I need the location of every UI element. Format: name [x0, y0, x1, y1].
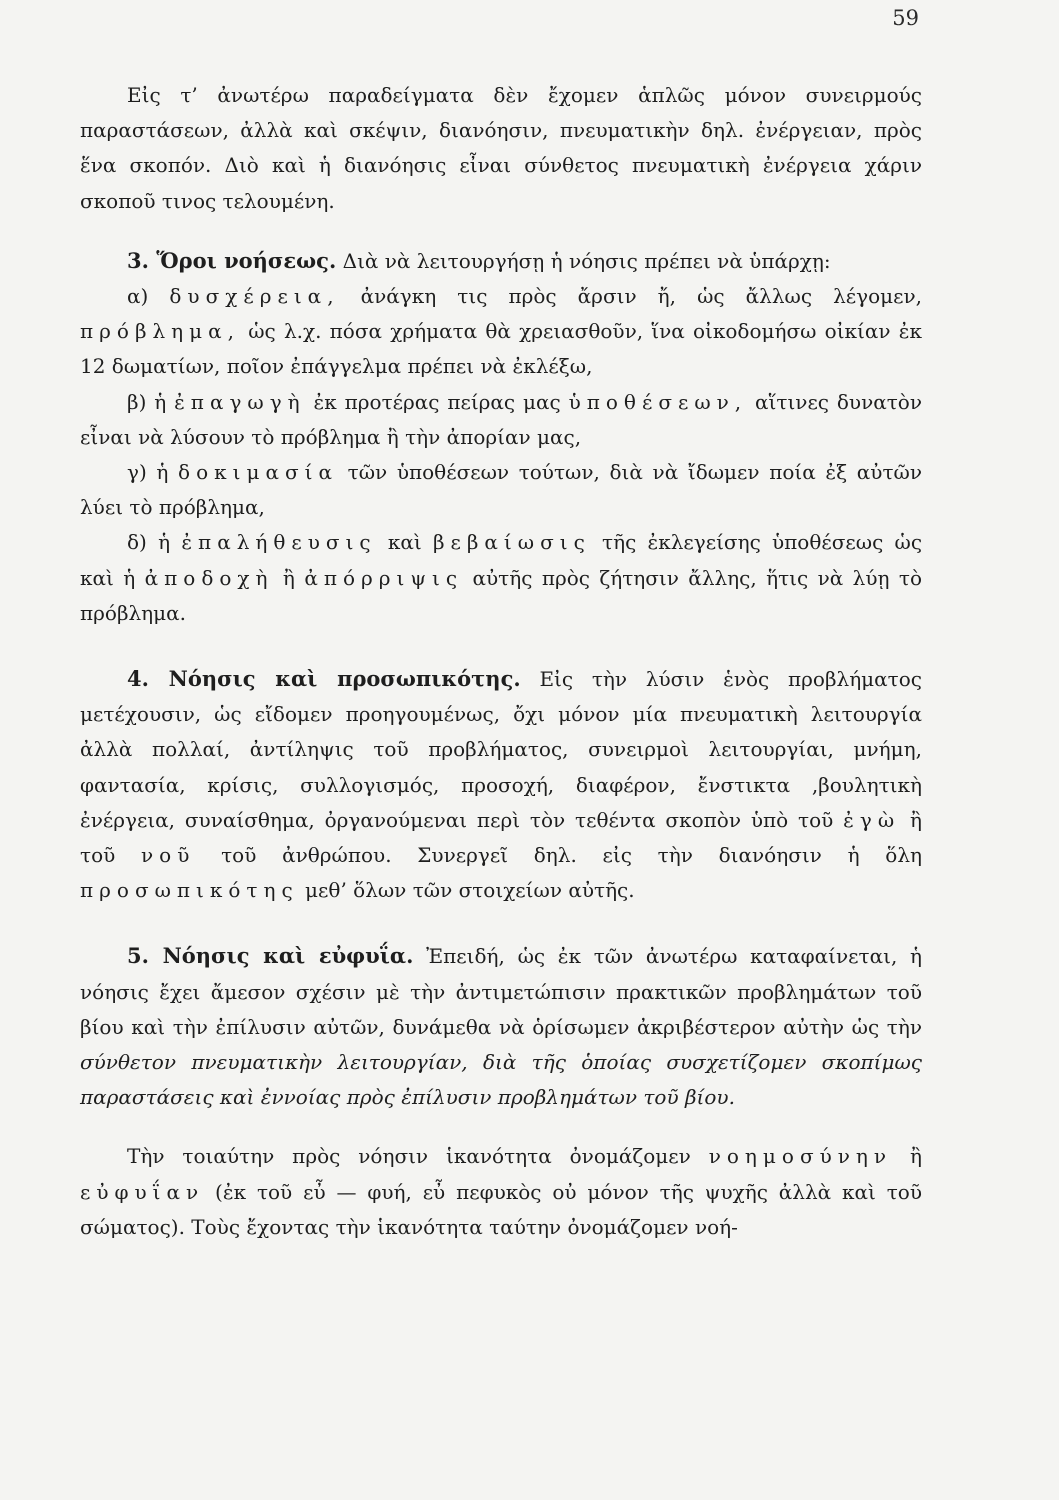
term-aporripsis: ἀπόρριψις — [304, 565, 464, 590]
term-epagogi: ἐπαγωγὴ — [174, 389, 306, 414]
page-number: 59 — [892, 6, 919, 30]
term-noimosyni: νοημοσύνην — [708, 1144, 893, 1169]
term-prosopikotis: προσωπικότης — [80, 878, 299, 903]
term-vevaiosis: βεβαίωσις — [432, 530, 591, 555]
section-5-paragraph: 5. Νόησις καὶ εὐφυΐα. Ἐπειδή, ὡς ἐκ τῶν ἀνωτέρω καταφαίνεται, ἡ νόησις ἔχει ἄμεσον σχέσιν μὲ τὴν ἀντιμετώπισιν πρακτικῶν προβλημάτων τοῦ βίου καὶ τὴν ἐπίλυσιν αὐτῶν, δυνάμεθα νὰ ὁρίσωμεν ἀκριβέστερον αὐτὴν ὡς τὴν σύνθετον πνευματικὴν λειτουργίαν, διὰ τῆς ὁποίας συσχετίζομεν σκοπίμως παραστάσεις καὶ ἐννοίας πρὸς ἐπίλυσιν προβλημάτων τοῦ βίου. — [80, 943, 922, 1110]
paragraph-intro: Εἰς τ’ ἀνωτέρω παραδείγματα δὲν ἔχομεν ἁπλῶς μόνον συνειρμούς παραστάσεων, ἀλλὰ καὶ σκέψιν, διανόησιν, πνευματικὴν δηλ. ἐνέργειαν, πρὸς ἕνα σκοπόν. Διὸ καὶ ἡ διανόησις εἶναι σύνθετος πνευματικὴ ἐνέργεια χάριν σκοποῦ τινος τελουμένη. — [80, 83, 922, 213]
section-5-heading: 5. Νόησις καὶ εὐφυΐα. — [127, 943, 414, 969]
term-ypotheseon: ὑποθέσεων, — [568, 389, 748, 414]
term-apodochi: ἀποδοχὴ — [144, 565, 274, 590]
term-ego: ἐγὼ — [843, 807, 901, 832]
page-body — [80, 78, 922, 1245]
term-epalitheusis: ἐπαλήθευσις — [181, 530, 377, 555]
term-dyscheria: δυσχέρεια, — [169, 284, 340, 309]
section-3-heading: 3. Ὅροι νοήσεως. — [127, 247, 337, 273]
section-4-paragraph: 4. Νόησις καὶ προσωπικότης. Εἰς τὴν λύσιν ἑνὸς προβλήματος μετέχουσιν, ὡς εἴδομεν προηγουμένως, ὄχι μόνον μία πνευματικὴ λειτουργία ἀλλὰ πολλαί, ἀντίληψις τοῦ προβλήματος, συνειρμοὶ λειτουργίαι, μνήμη, φαντασία, κρίσις, συλλογισμός, προσοχή, διαφέρον, ἔνστικτα ,βουλητικὴ ἐνέργεια, συναίσθημα, ὀργανούμεναι περὶ τὸν τεθέντα σκοπὸν ὑπὸ τοῦ ἐγὼ ἢ τοῦ νοῦ τοῦ ἀνθρώπου. Συνεργεῖ δηλ. εἰς τὴν διανόησιν ἡ ὅλη προσωπικότης μεθ’ ὅλων τῶν στοιχείων αὐτῆς. — [80, 666, 922, 903]
section-3-item-a: α) δυσχέρεια, ἀνάγκη τις πρὸς ἄρσιν ἤ, ὡς ἄλλως λέγομεν, πρόβλημα, ὡς λ.χ. πόσα χρήματα θὰ χρειασθοῦν, ἵνα οἰκοδομήσω οἰκίαν ἐκ 12 δωματίων, ποῖον ἐπάγγελμα πρέπει νὰ ἐκλέξω, — [80, 284, 922, 379]
term-provlima: πρόβλημα, — [80, 319, 241, 344]
term-eufyia: εὐφυΐαν — [80, 1179, 205, 1204]
section-4-heading: 4. Νόησις καὶ προσωπικότης. — [127, 666, 521, 692]
paragraph-noimosyni: Τὴν τοιαύτην πρὸς νόησιν ἱκανότητα ὀνομάζομεν νοημοσύνην ἢ εὐφυΐαν (ἐκ τοῦ εὖ — φυή, εὖ πεφυκὸς οὐ μόνον τῆς ψυχῆς ἀλλὰ καὶ τοῦ σώματος). Τοὺς ἔχοντας τὴν ἱκανότητα ταύτην ὀνομάζομεν νοή- — [80, 1144, 923, 1239]
section-3-item-c: γ) ἡ δοκιμασία τῶν ὑποθέσεων τούτων, διὰ νὰ ἴδωμεν ποία ἐξ αὐτῶν λύει τὸ πρόβλημα, — [80, 460, 922, 520]
section-3-item-d: δ) ἡ ἐπαλήθευσις καὶ βεβαίωσις τῆς ἐκλεγείσης ὑποθέσεως ὡς καὶ ἡ ἀποδοχὴ ἢ ἀπόρριψις αὐτῆς πρὸς ζήτησιν ἄλλης, ἥτις νὰ λύῃ τὸ πρόβλημα. — [80, 530, 923, 625]
term-nou: νοῦ — [141, 843, 196, 868]
term-dokimasia: δοκιμασία — [178, 460, 338, 485]
section-3-item-b: β) ἡ ἐπαγωγὴ ἐκ προτέρας πείρας μας ὑποθέσεων, αἵτινες δυνατὸν εἶναι νὰ λύσουν τὸ πρόβλημα ἢ τὴν ἀπορίαν μας, — [80, 389, 922, 449]
section-3-intro: 3. Ὅροι νοήσεως. Διὰ νὰ λειτουργήσῃ ἡ νόησις πρέπει νὰ ὑπάρχῃ: — [127, 247, 831, 273]
definition-italic: σύνθετον πνευματικὴν λειτουργίαν, διὰ τῆς ὁποίας συσχετίζομεν σκοπίμως παραστάσεις καὶ ἐννοίας πρὸς ἐπίλυσιν προβλημάτων τοῦ βίου. — [80, 1050, 922, 1110]
